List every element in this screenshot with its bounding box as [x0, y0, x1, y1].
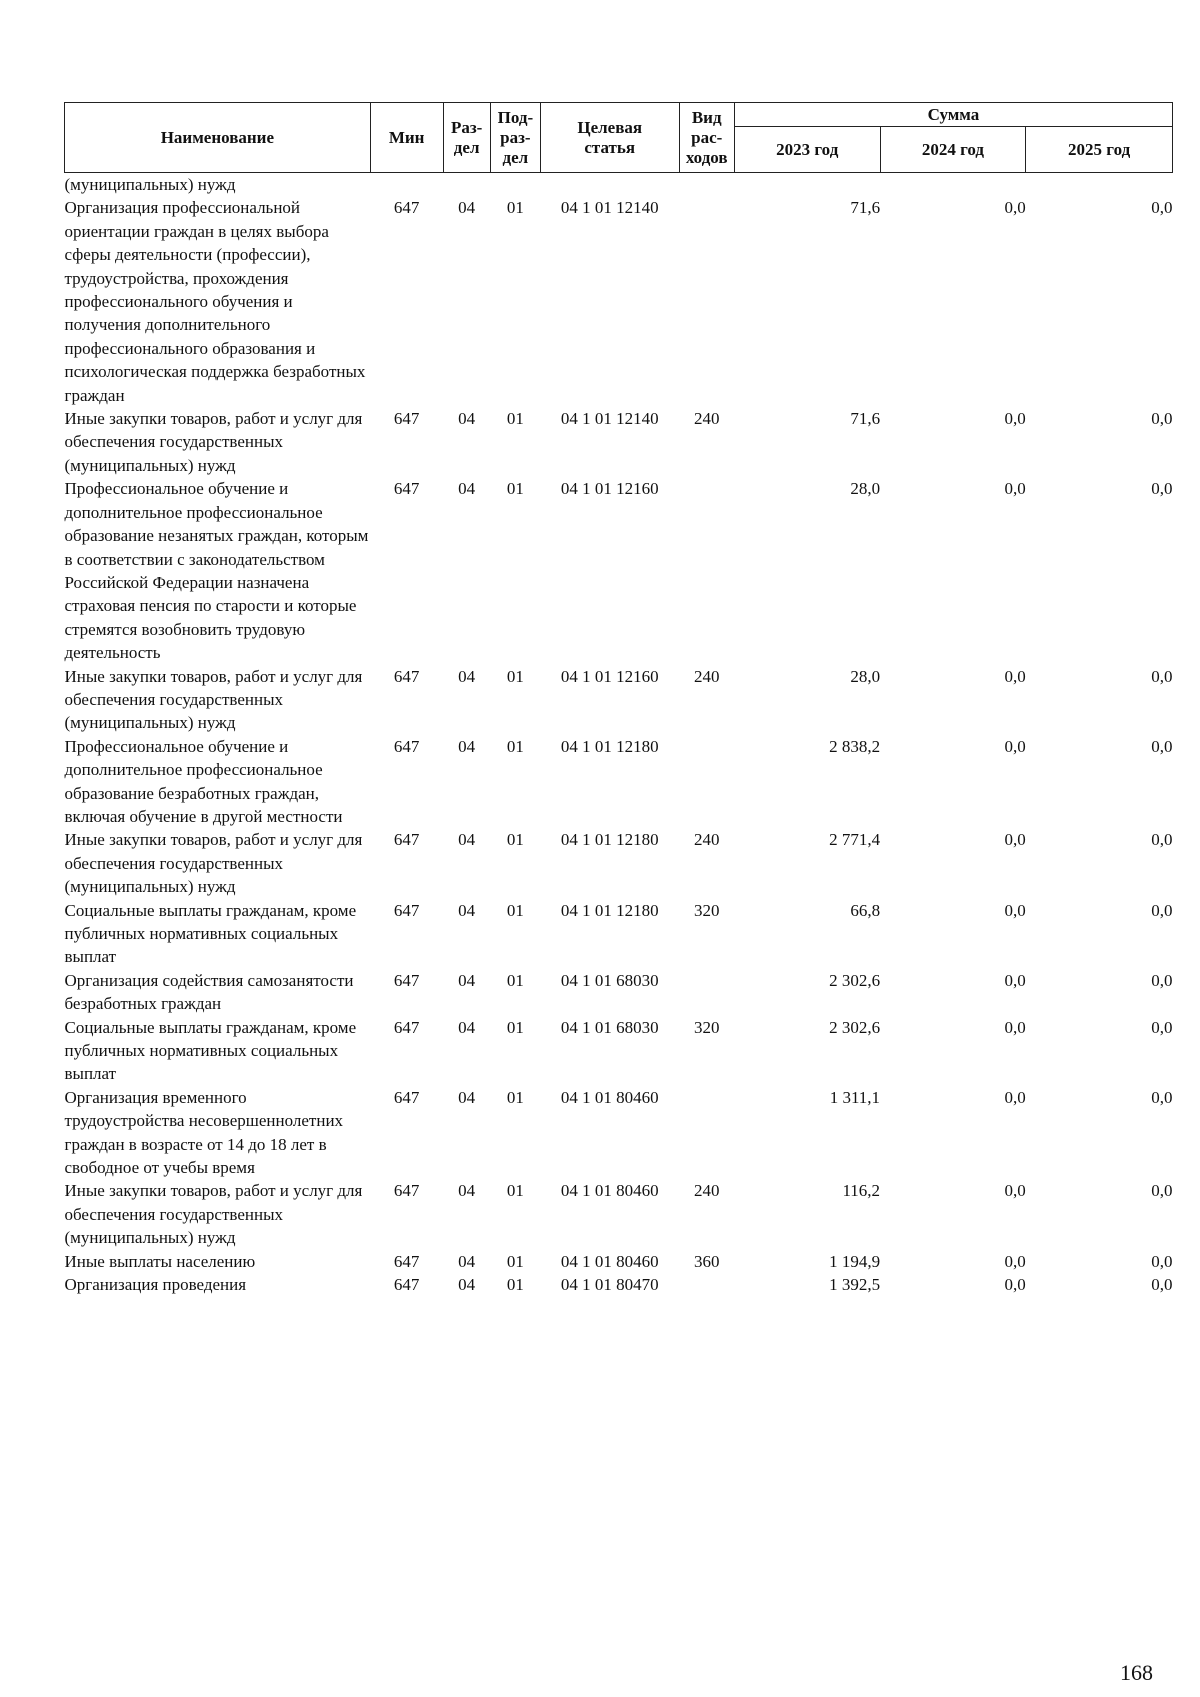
row-vid-rashodov — [679, 477, 734, 664]
row-vid-rashodov — [679, 969, 734, 1016]
row-sum-2024: 0,0 — [1004, 1087, 1026, 1107]
row-sum-2024: 0,0 — [1004, 1251, 1026, 1271]
row-sum-2025: 0,0 — [1151, 900, 1173, 920]
row-celevaya-statya: 04 1 01 80460 — [560, 1251, 659, 1271]
row-sum-2025: 0,0 — [1151, 1181, 1173, 1201]
row-podrazdel: 01 — [506, 1017, 524, 1037]
row-podrazdel: 01 — [506, 970, 524, 990]
header-celevaya-statya: Целевая статья — [541, 103, 680, 173]
row-razdel: 04 — [458, 1251, 476, 1271]
row-celevaya-statya — [541, 173, 680, 197]
row-sum-2025: 0,0 — [1151, 970, 1173, 990]
row-podrazdel: 01 — [506, 830, 524, 850]
row-razdel: 04 — [458, 479, 476, 499]
row-min — [370, 173, 443, 197]
row-min: 647 — [393, 736, 420, 756]
table-row — [65, 173, 1173, 197]
row-sum-2025: 0,0 — [1151, 1087, 1173, 1107]
row-sum-2024: 0,0 — [1004, 1275, 1026, 1295]
row-sum-2023: 1 392,5 — [829, 1275, 881, 1295]
row-name: Организация содействия самозанятости безработных граждан — [64, 970, 354, 1014]
row-celevaya-statya: 04 1 01 12140 — [560, 198, 659, 218]
table-row — [65, 477, 1173, 664]
row-sum-2023: 71,6 — [850, 409, 881, 429]
row-name: Иные закупки товаров, работ и услуг для обеспечения государственных (муниципальных) нужд — [64, 830, 363, 897]
row-sum-2024: 0,0 — [1004, 1181, 1026, 1201]
header-razdel: Раз- дел — [443, 103, 490, 173]
row-min: 647 — [393, 830, 420, 850]
row-podrazdel: 01 — [506, 1181, 524, 1201]
row-podrazdel: 01 — [506, 900, 524, 920]
table-row — [65, 899, 1173, 969]
row-vid-rashodov — [679, 1273, 734, 1296]
row-sum-2025: 0,0 — [1151, 409, 1173, 429]
row-celevaya-statya: 04 1 01 12140 — [560, 409, 659, 429]
table-row — [65, 1273, 1173, 1296]
row-name: Иные закупки товаров, работ и услуг для обеспечения государственных (муниципальных) нужд — [64, 1181, 363, 1248]
row-celevaya-statya: 04 1 01 12180 — [560, 900, 659, 920]
row-sum-2024: 0,0 — [1004, 409, 1026, 429]
row-min: 647 — [393, 666, 420, 686]
table-body — [65, 173, 1173, 1297]
header-year-2025: 2025 год — [1026, 127, 1173, 173]
row-sum-2024: 0,0 — [1004, 830, 1026, 850]
row-vid-rashodov: 320 — [693, 900, 720, 920]
table-row — [65, 969, 1173, 1016]
row-min: 647 — [393, 1275, 420, 1295]
row-name: Иные закупки товаров, работ и услуг для обеспечения государственных (муниципальных) нужд — [64, 409, 363, 475]
row-celevaya-statya: 04 1 01 12160 — [560, 666, 659, 686]
row-min: 647 — [393, 409, 420, 429]
row-sum-2025 — [1026, 173, 1173, 197]
row-sum-2023: 2 771,4 — [829, 830, 881, 850]
row-razdel: 04 — [458, 198, 476, 218]
row-sum-2025: 0,0 — [1151, 1251, 1173, 1271]
row-podrazdel: 01 — [506, 666, 524, 686]
header-summa: Сумма — [734, 103, 1172, 127]
table-row — [65, 1179, 1173, 1249]
row-sum-2024 — [880, 173, 1026, 197]
row-vid-rashodov: 240 — [693, 1181, 720, 1201]
row-sum-2023: 28,0 — [850, 666, 881, 686]
header-podrazdel: Под- раз- дел — [490, 103, 540, 173]
row-razdel: 04 — [458, 830, 476, 850]
row-sum-2025: 0,0 — [1151, 479, 1173, 499]
row-sum-2023: 116,2 — [842, 1181, 881, 1201]
row-podrazdel — [490, 173, 540, 197]
header-min: Мин — [370, 103, 443, 173]
row-vid-rashodov — [679, 1086, 734, 1180]
row-sum-2024: 0,0 — [1004, 479, 1026, 499]
row-sum-2023: 71,6 — [850, 198, 881, 218]
row-podrazdel: 01 — [506, 198, 524, 218]
table-row — [65, 1016, 1173, 1086]
table-row — [65, 735, 1173, 829]
row-razdel: 04 — [458, 1017, 476, 1037]
row-podrazdel: 01 — [506, 1087, 524, 1107]
row-razdel: 04 — [458, 970, 476, 990]
row-sum-2025: 0,0 — [1151, 1017, 1173, 1037]
row-podrazdel: 01 — [506, 479, 524, 499]
row-sum-2023: 1 311,1 — [829, 1087, 881, 1107]
row-vid-rashodov: 240 — [693, 666, 720, 686]
row-name: Организация проведения — [64, 1275, 247, 1295]
row-min: 647 — [393, 198, 420, 218]
header-year-2024: 2024 год — [880, 127, 1026, 173]
row-sum-2025: 0,0 — [1151, 736, 1173, 756]
row-vid-rashodov: 240 — [693, 830, 720, 850]
row-sum-2024: 0,0 — [1004, 1017, 1026, 1037]
row-vid-rashodov — [679, 173, 734, 197]
table-row — [65, 1086, 1173, 1180]
row-podrazdel: 01 — [506, 736, 524, 756]
row-razdel: 04 — [458, 900, 476, 920]
row-razdel: 04 — [458, 736, 476, 756]
row-vid-rashodov: 240 — [693, 409, 720, 429]
row-sum-2024: 0,0 — [1004, 970, 1026, 990]
row-celevaya-statya: 04 1 01 12180 — [560, 736, 659, 756]
table-row — [65, 1250, 1173, 1273]
row-razdel: 04 — [458, 1181, 476, 1201]
row-name: Профессиональное обучение и дополнительное профессиональное образование безработных граждан, включая обучение в другой местности — [64, 736, 343, 826]
row-sum-2025: 0,0 — [1151, 1275, 1173, 1295]
row-name: (муниципальных) нужд — [64, 175, 236, 194]
row-celevaya-statya: 04 1 01 12180 — [560, 830, 659, 850]
row-min: 647 — [393, 479, 420, 499]
row-min: 647 — [393, 970, 420, 990]
row-sum-2023: 2 302,6 — [829, 1017, 881, 1037]
row-name: Организация временного трудоустройства несовершеннолетних граждан в возрасте от 14 до 18 лет в свободное от учебы время — [64, 1087, 344, 1178]
header-name: Наименование — [65, 103, 371, 173]
row-sum-2023 — [734, 173, 880, 197]
row-sum-2023: 28,0 — [850, 479, 881, 499]
table-header — [65, 103, 1173, 173]
table-row — [65, 665, 1173, 735]
row-name: Социальные выплаты гражданам, кроме публичных нормативных социальных выплат — [64, 1017, 357, 1084]
row-podrazdel: 01 — [506, 1275, 524, 1295]
row-celevaya-statya: 04 1 01 68030 — [560, 970, 659, 990]
row-name: Профессиональное обучение и дополнительное профессиональное образование незанятых граждан, которым в соответствии с законодательством Российской Федерации назначена страховая пенсия по старости и которые стремятся возобновить трудовую деятельность — [64, 479, 369, 663]
row-sum-2024: 0,0 — [1004, 736, 1026, 756]
row-celevaya-statya: 04 1 01 80470 — [560, 1275, 659, 1295]
row-razdel: 04 — [458, 1275, 476, 1295]
row-sum-2024: 0,0 — [1004, 666, 1026, 686]
row-min: 647 — [393, 1181, 420, 1201]
row-sum-2025: 0,0 — [1151, 198, 1173, 218]
row-min: 647 — [393, 1087, 420, 1107]
row-celevaya-statya: 04 1 01 12160 — [560, 479, 659, 499]
row-sum-2023: 2 838,2 — [829, 736, 881, 756]
row-celevaya-statya: 04 1 01 80460 — [560, 1087, 659, 1107]
page-number: 168 — [1120, 1660, 1153, 1685]
table-row — [65, 196, 1173, 407]
row-vid-rashodov: 360 — [693, 1251, 720, 1271]
row-razdel — [443, 173, 490, 197]
row-sum-2025: 0,0 — [1151, 666, 1173, 686]
row-vid-rashodov — [679, 196, 734, 407]
row-podrazdel: 01 — [506, 1251, 524, 1271]
row-sum-2025: 0,0 — [1151, 830, 1173, 850]
table-row — [65, 407, 1173, 477]
row-name: Иные выплаты населению — [64, 1251, 256, 1271]
row-name: Социальные выплаты гражданам, кроме публичных нормативных социальных выплат — [64, 900, 357, 967]
row-sum-2024: 0,0 — [1004, 198, 1026, 218]
row-celevaya-statya: 04 1 01 80460 — [560, 1181, 659, 1201]
row-name: Организация профессиональной ориентации граждан в целях выбора сферы деятельности (профессии), трудоустройства, прохождения профессионального обучения и получения дополнительного профессионального образования и психологическая поддержка безработных граждан — [64, 198, 366, 405]
row-name: Иные закупки товаров, работ и услуг для обеспечения государственных (муниципальных) нужд — [64, 666, 363, 733]
row-razdel: 04 — [458, 666, 476, 686]
row-sum-2023: 66,8 — [850, 900, 881, 920]
row-celevaya-statya: 04 1 01 68030 — [560, 1017, 659, 1037]
row-min: 647 — [393, 1017, 420, 1037]
row-min: 647 — [393, 1251, 420, 1271]
budget-table — [64, 102, 1173, 1297]
row-podrazdel: 01 — [506, 409, 524, 429]
row-sum-2024: 0,0 — [1004, 900, 1026, 920]
table-row — [65, 828, 1173, 898]
row-razdel: 04 — [458, 409, 476, 429]
row-vid-rashodov: 320 — [693, 1017, 720, 1037]
header-vid-rashodov: Вид рас- ходов — [679, 103, 734, 173]
row-sum-2023: 2 302,6 — [829, 970, 881, 990]
row-razdel: 04 — [458, 1087, 476, 1107]
row-vid-rashodov — [679, 735, 734, 829]
header-year-2023: 2023 год — [734, 127, 880, 173]
row-sum-2023: 1 194,9 — [829, 1251, 881, 1271]
row-min: 647 — [393, 900, 420, 920]
